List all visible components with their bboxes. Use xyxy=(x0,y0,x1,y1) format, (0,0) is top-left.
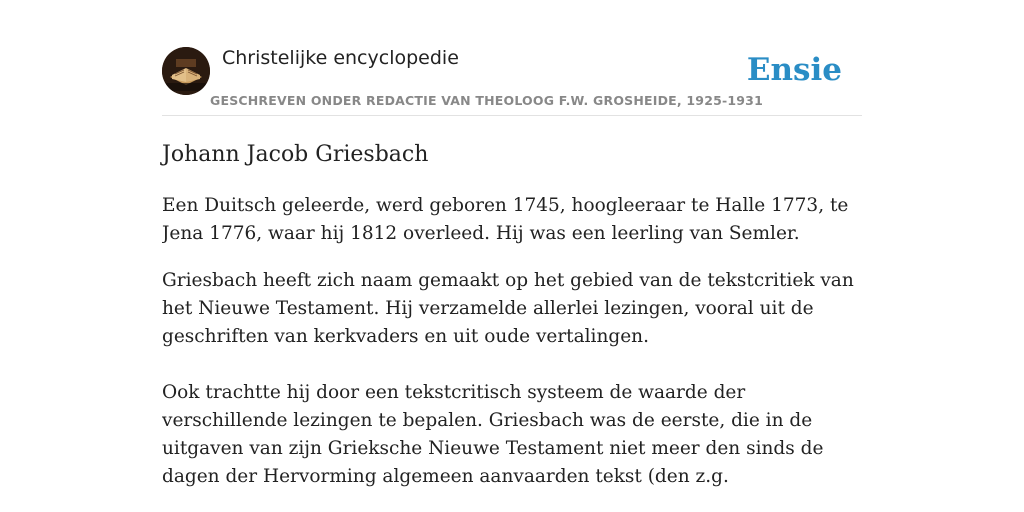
article-paragraph: Ook trachtte hij door een tekstcritisch systeem de waarde der verschillende lezingen te bepalen. Griesbach was de eerste, die in de uitgaven van zijn Grieksche Nieuwe Testament niet meer den sinds de dagen der Hervorming algemeen aanvaarden tekst (den z.g. xyxy=(162,382,824,487)
site-subtitle: GESCHREVEN ONDER REDACTIE VAN THEOLOOG F.W. GROSHEIDE, 1925-1931 xyxy=(210,93,763,108)
header-divider xyxy=(162,115,862,116)
encyclopedia-avatar[interactable] xyxy=(162,47,210,95)
open-book-icon xyxy=(162,47,210,95)
article-title: Johann Jacob Griesbach xyxy=(162,142,429,167)
article-paragraph: Griesbach heeft zich naam gemaakt op het gebied van de tekstcritiek van het Nieuwe Testament. Hij verzamelde allerlei lezingen, vooral uit de geschriften van kerkvaders en uit oude vertalingen. xyxy=(162,270,854,347)
article-paragraph: Een Duitsch geleerde, werd geboren 1745, hoogleeraar te Halle 1773, te Jena 1776, waar hij 1812 overleed. Hij was een leerling van Semler. xyxy=(162,195,849,244)
ensie-logo[interactable]: Ensie xyxy=(746,52,842,88)
article-body xyxy=(162,192,862,512)
site-title[interactable]: Christelijke encyclopedie xyxy=(222,47,459,69)
